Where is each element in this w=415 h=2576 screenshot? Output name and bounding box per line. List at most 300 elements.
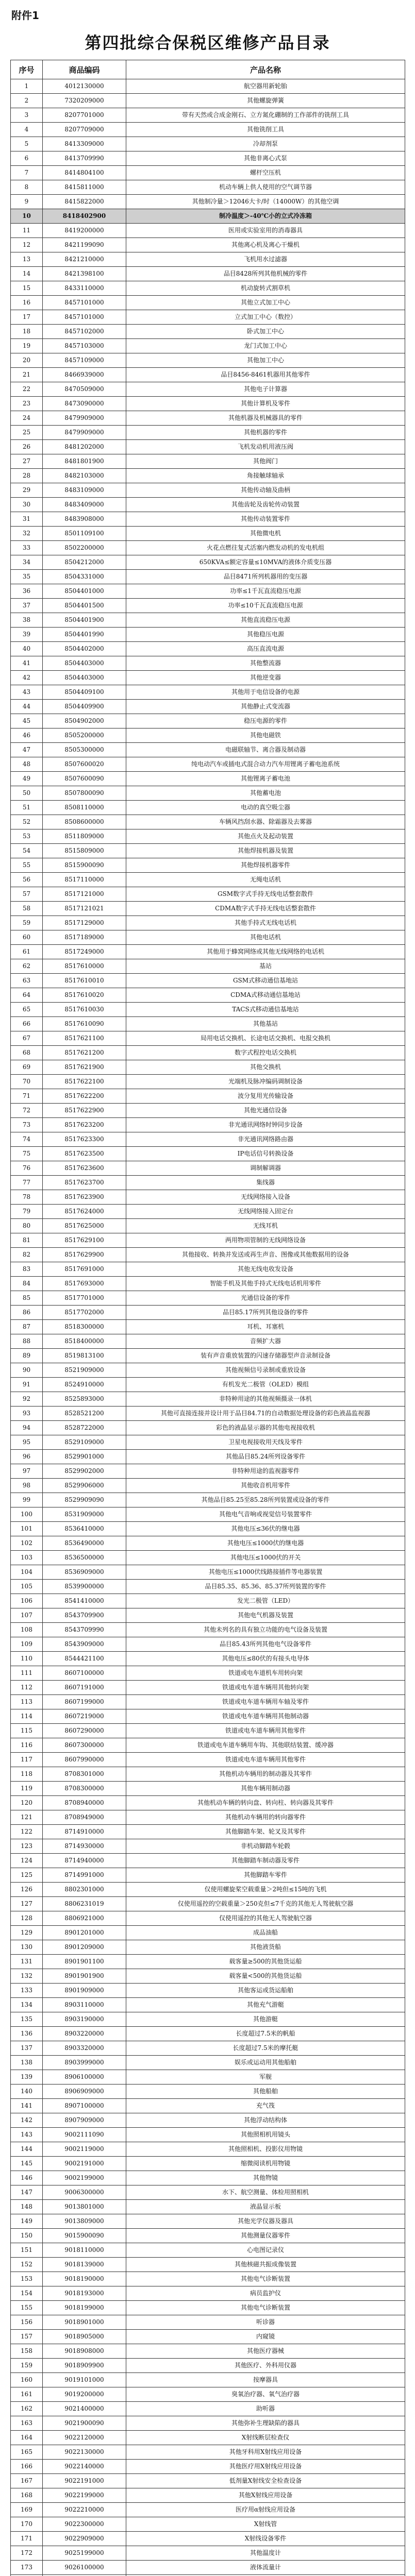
table-row — [11, 2431, 405, 2445]
cell-name: 其他传动轴及曲柄 — [126, 483, 405, 498]
cell-name: 音频扩大器 — [126, 1334, 405, 1349]
table-row — [11, 2027, 405, 2041]
cell-code: 9018110000 — [43, 2243, 126, 2258]
cell-name: 按摩器具 — [126, 2373, 405, 2387]
table-row — [11, 1248, 405, 1262]
cell-code: 9018193000 — [43, 2286, 126, 2301]
cell-code: 9002191000 — [43, 2157, 126, 2171]
cell-index: 36 — [11, 584, 43, 599]
cell-index: 28 — [11, 469, 43, 483]
table-row — [11, 2258, 405, 2272]
table-row — [11, 2503, 405, 2517]
cell-name: 数字式程控电话交换机 — [126, 1046, 405, 1060]
table-row — [11, 685, 405, 700]
cell-code: 9018908000 — [43, 2344, 126, 2359]
cell-index: 105 — [11, 1580, 43, 1594]
cell-index: 124 — [11, 1854, 43, 1868]
table-row — [11, 108, 405, 123]
cell-index: 143 — [11, 2128, 43, 2142]
cell-code: 8517691000 — [43, 1262, 126, 1277]
table-row — [11, 1955, 405, 1969]
cell-index: 99 — [11, 1493, 43, 1507]
table-row — [11, 1262, 405, 1277]
cell-code: 8607100000 — [43, 1666, 126, 1681]
cell-index: 121 — [11, 1810, 43, 1825]
cell-index: 82 — [11, 1248, 43, 1262]
cell-code: 8517110000 — [43, 873, 126, 887]
cell-code: 8714910000 — [43, 1825, 126, 1839]
table-row — [11, 1147, 405, 1161]
table-row — [11, 2532, 405, 2546]
cell-code: 8517621100 — [43, 1031, 126, 1046]
cell-name: 其他弥补生理缺陷的器具 — [126, 2416, 405, 2431]
cell-code: 8903190000 — [43, 2012, 126, 2027]
table-row — [11, 1868, 405, 1883]
cell-code: 8504401500 — [43, 599, 126, 613]
cell-code: 8502200000 — [43, 541, 126, 555]
cell-index: 46 — [11, 728, 43, 743]
table-row — [11, 1277, 405, 1291]
table-row — [11, 1666, 405, 1681]
cell-index: 144 — [11, 2142, 43, 2157]
cell-index: 134 — [11, 1998, 43, 2012]
cell-name: 龙门式加工中心 — [126, 339, 405, 353]
cell-code: 8413309000 — [43, 137, 126, 151]
cell-name: 铁道或电车道车辆用其他制动器 — [126, 1709, 405, 1724]
cell-code: 9018190000 — [43, 2272, 126, 2286]
cell-index: 73 — [11, 1118, 43, 1132]
cell-name: 其他医疗用X射线应用设备 — [126, 2460, 405, 2474]
cell-name: 电动的真空吸尘器 — [126, 801, 405, 815]
cell-index: 33 — [11, 541, 43, 555]
cell-code: 9013801000 — [43, 2200, 126, 2214]
cell-index: 167 — [11, 2474, 43, 2488]
cell-name: 卧式加工中心 — [126, 325, 405, 339]
cell-name: 其他用于蜂窝网络或其他无线网络的电话机 — [126, 945, 405, 959]
cell-index: 125 — [11, 1868, 43, 1883]
cell-name: 机动车辆上供人使用的空气调节器 — [126, 180, 405, 195]
cell-code: 7320209000 — [43, 94, 126, 108]
cell-index: 81 — [11, 1233, 43, 1248]
table-row — [11, 2142, 405, 2157]
cell-code: 8607191000 — [43, 1681, 126, 1695]
table-row — [11, 2460, 405, 2474]
table-row — [11, 599, 405, 613]
cell-code: 8413709990 — [43, 151, 126, 166]
cell-index: 94 — [11, 1421, 43, 1435]
cell-code: 8531909000 — [43, 1507, 126, 1522]
cell-name: 角接触球轴承 — [126, 469, 405, 483]
cell-code: 9022120000 — [43, 2431, 126, 2445]
cell-index: 135 — [11, 2012, 43, 2027]
cell-name: 其他离心机及离心干燥机 — [126, 238, 405, 252]
cell-code: 8517121000 — [43, 887, 126, 902]
cell-name: 其他牙科用X射线应用设备 — [126, 2445, 405, 2460]
cell-code: 8517610030 — [43, 1003, 126, 1017]
cell-index: 160 — [11, 2373, 43, 2387]
cell-name: 其他电气诊断装置 — [126, 2272, 405, 2286]
table-body — [11, 79, 405, 2576]
cell-index: 68 — [11, 1046, 43, 1060]
cell-name: 其他光通信设备 — [126, 1104, 405, 1118]
cell-name: 其他稳压电源 — [126, 628, 405, 642]
table-row — [11, 1796, 405, 1810]
table-row — [11, 79, 405, 94]
cell-index: 49 — [11, 772, 43, 786]
table-row — [11, 945, 405, 959]
table-row — [11, 2301, 405, 2315]
cell-index: 45 — [11, 714, 43, 728]
cell-code: 8714991000 — [43, 1868, 126, 1883]
cell-code: 8607290000 — [43, 1724, 126, 1738]
cell-name: 光端机及脉冲编码调制设备 — [126, 1075, 405, 1089]
cell-index: 133 — [11, 1984, 43, 1998]
cell-index: 67 — [11, 1031, 43, 1046]
cell-index: 149 — [11, 2214, 43, 2229]
cell-index: 17 — [11, 310, 43, 325]
cell-index: 89 — [11, 1349, 43, 1363]
cell-name: 其他光学仪器及器具 — [126, 2214, 405, 2229]
cell-index: 35 — [11, 570, 43, 584]
cell-code: 9021900090 — [43, 2416, 126, 2431]
table-row — [11, 1753, 405, 1767]
cell-index: 16 — [11, 296, 43, 310]
cell-code: 9022909000 — [43, 2532, 126, 2546]
cell-index: 38 — [11, 613, 43, 628]
cell-name: 有机发光二极管（OLED）模组 — [126, 1378, 405, 1392]
table-row — [11, 296, 405, 310]
cell-name: 其他电压≤36伏的继电器 — [126, 1522, 405, 1536]
cell-index: 72 — [11, 1104, 43, 1118]
cell-index: 139 — [11, 2070, 43, 2084]
cell-name: 其他电子计算器 — [126, 382, 405, 397]
cell-name: 品目85.43所列其他电气设备零件 — [126, 1637, 405, 1652]
cell-name: 电磁联轴节、离合器及制动器 — [126, 743, 405, 757]
cell-index: 56 — [11, 873, 43, 887]
cell-code: 8481801900 — [43, 454, 126, 469]
cell-index: 172 — [11, 2546, 43, 2561]
cell-index: 98 — [11, 1479, 43, 1493]
table-row — [11, 1219, 405, 1233]
cell-code: 8714930000 — [43, 1839, 126, 1854]
cell-index: 21 — [11, 368, 43, 382]
cell-index: 109 — [11, 1637, 43, 1652]
cell-name: 其他电气机器及装置 — [126, 1608, 405, 1623]
cell-name: 集线器 — [126, 1176, 405, 1190]
cell-code: 9019200000 — [43, 2387, 126, 2402]
cell-code: 8517623700 — [43, 1176, 126, 1190]
cell-code: 8517623300 — [43, 1132, 126, 1147]
cell-code: 9025199000 — [43, 2546, 126, 2561]
table-row — [11, 1450, 405, 1464]
cell-code: 9022210000 — [43, 2503, 126, 2517]
table-row — [11, 2474, 405, 2488]
cell-index: 62 — [11, 959, 43, 974]
cell-index: 117 — [11, 1753, 43, 1767]
cell-name: 其他非离心式泵 — [126, 151, 405, 166]
page-title: 第四批综合保税区维修产品目录 — [85, 33, 330, 53]
table-row — [11, 195, 405, 209]
cell-name: 彩色的液晶显示器的其他电视接收机 — [126, 1421, 405, 1435]
cell-index: 102 — [11, 1536, 43, 1551]
cell-name: 两用物项管制的无线网络设备 — [126, 1233, 405, 1248]
cell-code: 8504401900 — [43, 613, 126, 628]
cell-index: 92 — [11, 1392, 43, 1406]
cell-name: 其他锂离子蓄电池 — [126, 772, 405, 786]
cell-name: 其他机器及机械器具的零件 — [126, 411, 405, 426]
table-row — [11, 1926, 405, 1940]
cell-code: 8901201000 — [43, 1926, 126, 1940]
cell-code: 9021400000 — [43, 2402, 126, 2416]
cell-code: 8906909000 — [43, 2084, 126, 2099]
cell-index: 85 — [11, 1291, 43, 1306]
cell-name: 其他逆变器 — [126, 671, 405, 685]
cell-name: 其他液货船 — [126, 1940, 405, 1955]
cell-index: 164 — [11, 2431, 43, 2445]
catalog-table — [10, 60, 405, 2576]
cell-index: 104 — [11, 1565, 43, 1580]
table-row — [11, 1709, 405, 1724]
cell-code: 8529901000 — [43, 1450, 126, 1464]
table-row — [11, 1940, 405, 1955]
cell-index: 61 — [11, 945, 43, 959]
cell-name: 听诊器 — [126, 2315, 405, 2330]
cell-code: 8517622100 — [43, 1075, 126, 1089]
cell-index: 78 — [11, 1190, 43, 1205]
cell-code: 8504331000 — [43, 570, 126, 584]
cell-name: 航空器用新轮胎 — [126, 79, 405, 94]
table-row — [11, 2344, 405, 2359]
table-row — [11, 1435, 405, 1450]
cell-name: 其他电压≤80伏的有接头电导体 — [126, 1652, 405, 1666]
cell-code: 8708301000 — [43, 1767, 126, 1782]
table-row — [11, 325, 405, 339]
cell-code: 8414804100 — [43, 166, 126, 180]
cell-code: 8517621900 — [43, 1060, 126, 1075]
table-row — [11, 1998, 405, 2012]
table-row — [11, 815, 405, 829]
cell-index: 42 — [11, 671, 43, 685]
cell-name: 其他螺旋弹簧 — [126, 94, 405, 108]
cell-code: 8517693000 — [43, 1277, 126, 1291]
cell-name: 铁道或电车道车辆用车轴及零件 — [126, 1695, 405, 1709]
cell-code: 8479909000 — [43, 411, 126, 426]
table-row — [11, 1580, 405, 1594]
table-row — [11, 2402, 405, 2416]
table-row — [11, 2546, 405, 2561]
cell-name: 其他物镜 — [126, 2171, 405, 2185]
cell-index: 9 — [11, 195, 43, 209]
cell-index: 163 — [11, 2416, 43, 2431]
cell-name: 非特种用途的其他视频摄录一体机 — [126, 1392, 405, 1406]
cell-name: 调制解调器 — [126, 1161, 405, 1176]
cell-name: 其他电磁铁 — [126, 728, 405, 743]
cell-code: 8511809000 — [43, 829, 126, 844]
table-row — [11, 1536, 405, 1551]
cell-code: 8504401000 — [43, 584, 126, 599]
cell-name: 其他温度计 — [126, 2546, 405, 2561]
cell-index: 53 — [11, 829, 43, 844]
table-row — [11, 1421, 405, 1435]
table-row — [11, 1551, 405, 1565]
cell-index: 122 — [11, 1825, 43, 1839]
cell-name: 波分复用光传输设备 — [126, 1089, 405, 1104]
cell-code: 8528722000 — [43, 1421, 126, 1435]
cell-code: 8529909090 — [43, 1493, 126, 1507]
cell-code: 8433110000 — [43, 281, 126, 296]
cell-code: 8515809000 — [43, 844, 126, 858]
cell-code: 8505300000 — [43, 743, 126, 757]
cell-index: 43 — [11, 685, 43, 700]
cell-name: 其他医疗器械 — [126, 2344, 405, 2359]
table-row — [11, 1017, 405, 1031]
cell-name: 纯电动汽车或插电式混合动力汽车用锂离子蓄电池系统 — [126, 757, 405, 772]
cell-index: 112 — [11, 1681, 43, 1695]
table-row — [11, 310, 405, 325]
cell-index: 63 — [11, 974, 43, 988]
table-row — [11, 1104, 405, 1118]
table-row — [11, 1320, 405, 1334]
table-row — [11, 2099, 405, 2113]
cell-code: 8482103000 — [43, 469, 126, 483]
cell-code: 8483109000 — [43, 483, 126, 498]
table-row — [11, 1522, 405, 1536]
cell-name: 功率≤10千瓦直流稳压电源 — [126, 599, 405, 613]
cell-code: 8541410000 — [43, 1594, 126, 1608]
cell-name: 带有天然或合成金刚石、立方氮化硼制的工作部件的铣削工具 — [126, 108, 405, 123]
cell-name: 650KVA≤额定容量≤10MVA的液体介质变压器 — [126, 555, 405, 570]
cell-index: 24 — [11, 411, 43, 426]
table-row — [11, 1349, 405, 1363]
cell-index: 155 — [11, 2301, 43, 2315]
cell-index: 12 — [11, 238, 43, 252]
cell-code: 8470509000 — [43, 382, 126, 397]
cell-code: 8504212000 — [43, 555, 126, 570]
table-row — [11, 382, 405, 397]
cell-code: 8901209000 — [43, 1940, 126, 1955]
cell-index: 2 — [11, 94, 43, 108]
cell-name: 成品油船 — [126, 1926, 405, 1940]
cell-code: 8607199000 — [43, 1695, 126, 1709]
cell-name: 其他收音机用零件 — [126, 1479, 405, 1493]
table-row — [11, 858, 405, 873]
cell-name: 其他电压≤1000伏线路接插件等电器装置 — [126, 1565, 405, 1580]
cell-code: 8517701000 — [43, 1291, 126, 1306]
table-row — [11, 1767, 405, 1782]
cell-name: 载客量<500的其他货运船 — [126, 1969, 405, 1984]
cell-name: 其他照相机、投影仪用物镜 — [126, 2142, 405, 2157]
cell-index: 120 — [11, 1796, 43, 1810]
table-row — [11, 1623, 405, 1637]
table-row — [11, 411, 405, 426]
table-row — [11, 1883, 405, 1897]
cell-code: 8907909000 — [43, 2113, 126, 2128]
cell-code: 8536410000 — [43, 1522, 126, 1536]
table-row — [11, 339, 405, 353]
cell-name: 其他接收、转换并发送或再生声音、图像或其他数据用的设备 — [126, 1248, 405, 1262]
cell-index: 19 — [11, 339, 43, 353]
cell-index: 32 — [11, 527, 43, 541]
cell-name: 其他脚踏车制动器及零件 — [126, 1854, 405, 1868]
cell-code: 8528521200 — [43, 1406, 126, 1421]
table-row — [11, 628, 405, 642]
cell-name: 无线耳机 — [126, 1219, 405, 1233]
table-row — [11, 224, 405, 238]
table-row — [11, 2214, 405, 2229]
cell-index: 116 — [11, 1738, 43, 1753]
cell-name: 其他浮动结构体 — [126, 2113, 405, 2128]
cell-code: 4012130000 — [43, 79, 126, 94]
cell-name: 其他计算机及零件 — [126, 397, 405, 411]
table-row — [11, 426, 405, 440]
cell-name: 其他核磁共振成像装置 — [126, 2258, 405, 2272]
cell-code: 8802301000 — [43, 1883, 126, 1897]
cell-code: 8901909000 — [43, 1984, 126, 1998]
cell-code: 8539900000 — [43, 1580, 126, 1594]
cell-name: 其他电压≤1000伏的继电器 — [126, 1536, 405, 1551]
cell-index: 15 — [11, 281, 43, 296]
cell-code: 9022130000 — [43, 2445, 126, 2460]
cell-index: 166 — [11, 2460, 43, 2474]
table-row — [11, 2128, 405, 2142]
table-row — [11, 555, 405, 570]
cell-name: 其他机动车辆的转向盘、转向柱、转向器及其零件 — [126, 1796, 405, 1810]
cell-code: 8517623600 — [43, 1161, 126, 1176]
cell-name: 其他电气音响或视觉信号装置零件 — [126, 1507, 405, 1522]
cell-name: 冷却剂泵 — [126, 137, 405, 151]
cell-code: 9018139000 — [43, 2258, 126, 2272]
table-row — [11, 541, 405, 555]
cell-code: 8421210000 — [43, 252, 126, 267]
cell-index: 171 — [11, 2532, 43, 2546]
table-row — [11, 2315, 405, 2330]
cell-code: 8504403000 — [43, 671, 126, 685]
cell-name: 其他传动装置零件 — [126, 512, 405, 527]
cell-index: 88 — [11, 1334, 43, 1349]
cell-code: 8479909000 — [43, 426, 126, 440]
cell-code: 9018905000 — [43, 2330, 126, 2344]
cell-index: 126 — [11, 1883, 43, 1897]
cell-index: 111 — [11, 1666, 43, 1681]
table-row — [11, 397, 405, 411]
cell-code: 8529902000 — [43, 1464, 126, 1479]
cell-code: 8421199090 — [43, 238, 126, 252]
cell-name: 无线网络接入设备 — [126, 1190, 405, 1205]
cell-code: 8518400000 — [43, 1334, 126, 1349]
cell-code: 8517623900 — [43, 1190, 126, 1205]
cell-name: 其他品目85.24所列设备零件 — [126, 1450, 405, 1464]
cell-name: 制冷温度＞-40℃小的立式冷冻箱 — [126, 209, 405, 224]
cell-code: 8483409000 — [43, 498, 126, 512]
cell-name: GSM式移动通信基地站 — [126, 974, 405, 988]
cell-name: 飞机发动机用液压阀 — [126, 440, 405, 454]
cell-index: 128 — [11, 1911, 43, 1926]
cell-code: 8207701000 — [43, 108, 126, 123]
cell-index: 137 — [11, 2041, 43, 2056]
cell-name: 品目8456-8461机器用其他零件 — [126, 368, 405, 382]
cell-index: 140 — [11, 2084, 43, 2099]
table-row — [11, 1594, 405, 1608]
cell-name: 火花点燃往复式活塞内燃发动机的发电机组 — [126, 541, 405, 555]
table-row — [11, 1306, 405, 1320]
cell-name: 品目8471所列机器用的变压器 — [126, 570, 405, 584]
cell-name: 无绳电话机 — [126, 873, 405, 887]
cell-name: 其他测量仪器零件 — [126, 2229, 405, 2243]
cell-code: 8508110000 — [43, 801, 126, 815]
table-row — [11, 1565, 405, 1580]
table-row — [11, 671, 405, 685]
cell-code: 8508600000 — [43, 815, 126, 829]
